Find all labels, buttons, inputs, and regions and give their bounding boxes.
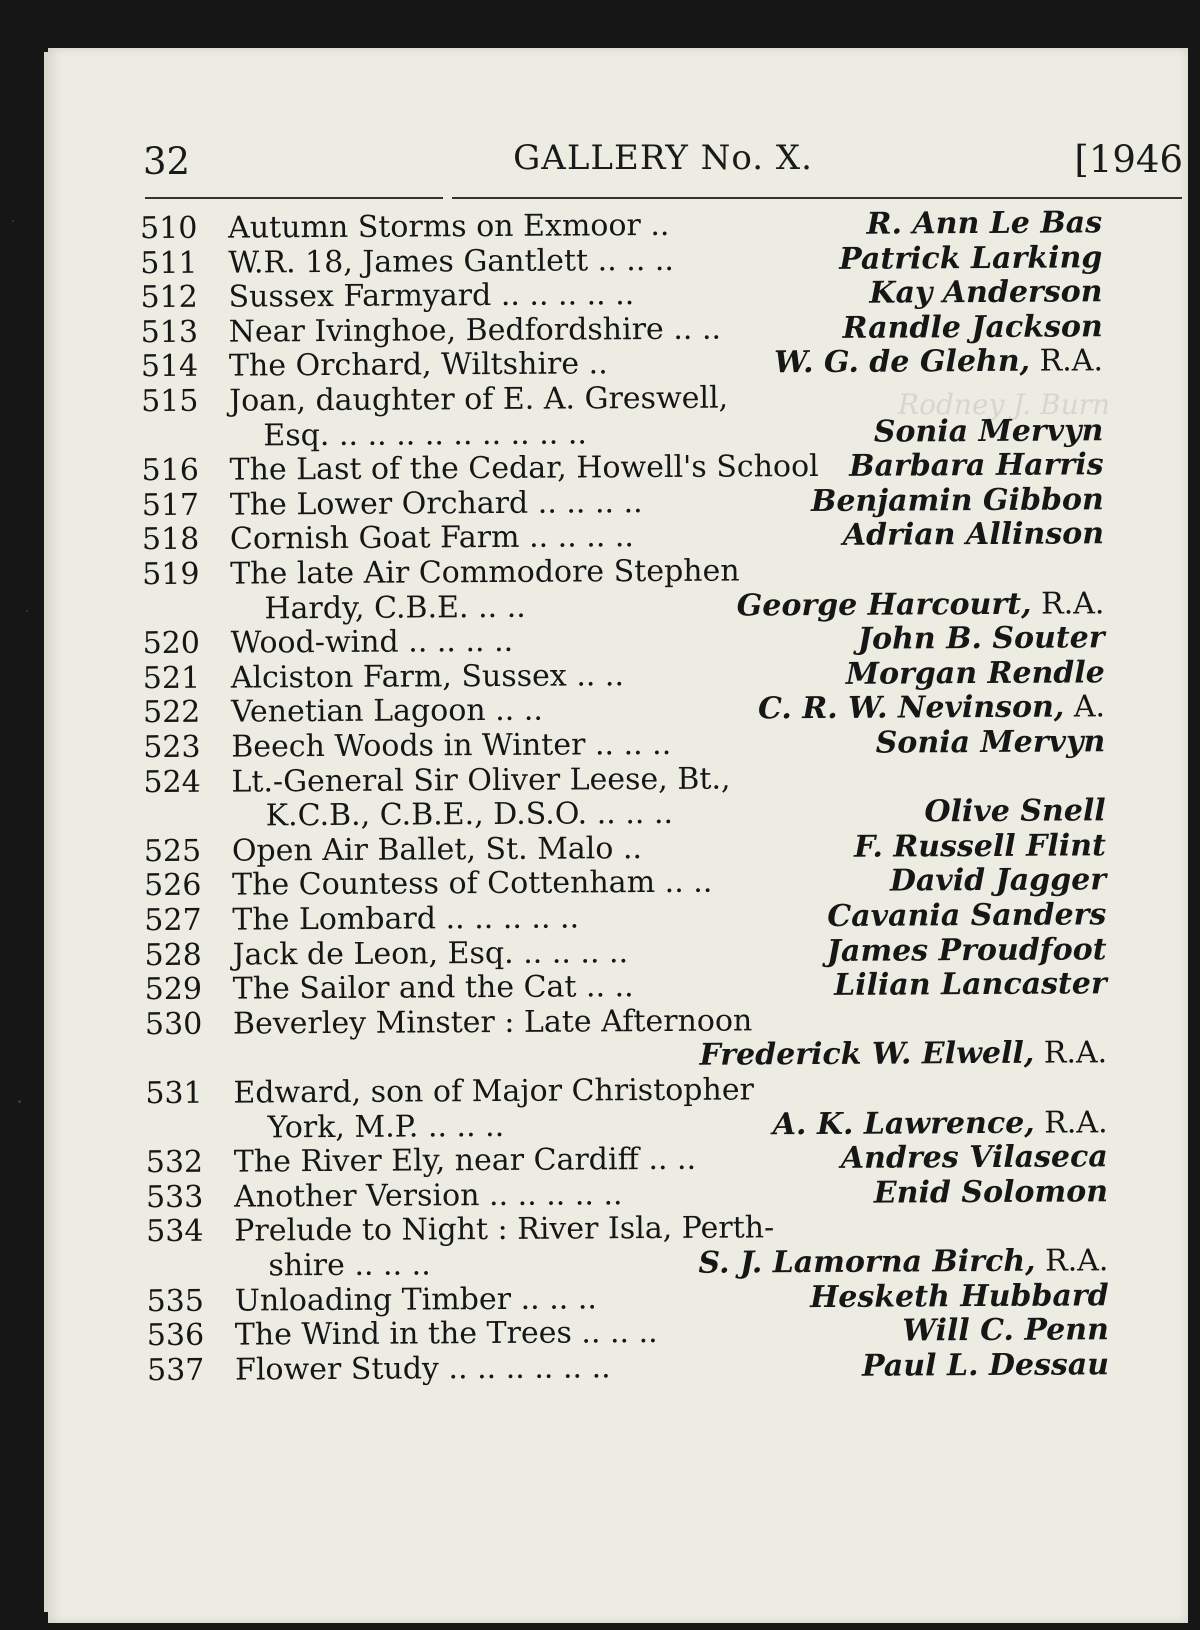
artist-name xyxy=(866,205,1102,242)
entry-title-continuation: York, M.P. .. .. .. xyxy=(267,1108,505,1145)
artist-name-text: Enid Solomon xyxy=(873,1174,1109,1211)
artist-name-text: Paul L. Dessau xyxy=(861,1347,1110,1384)
entry-title: Lt.-General Sir Oliver Leese, Bt., xyxy=(231,761,731,800)
artist-name-text: Kay Anderson xyxy=(869,274,1103,311)
artist-name xyxy=(862,1347,1109,1385)
artist-name xyxy=(849,447,1104,485)
catalogue-number: 518 xyxy=(141,522,200,558)
catalogue-number: 536 xyxy=(146,1317,205,1354)
catalogue-number: 520 xyxy=(142,625,201,662)
artist-name xyxy=(698,1243,1108,1282)
catalogue-number: 513 xyxy=(140,314,199,350)
entry-title: The late Air Commodore Stephen xyxy=(230,553,740,592)
entry-title: Flower Study .. .. .. .. .. .. xyxy=(234,1350,611,1388)
page-header xyxy=(143,132,1183,182)
artist-name xyxy=(876,724,1106,761)
entry-title: The Wind in the Trees .. .. .. xyxy=(234,1315,658,1353)
artist-name-text: Lilian Lancaster xyxy=(833,966,1107,1004)
artist-name-text: George Harcourt, xyxy=(736,586,1032,624)
entry-title: Venetian Lagoon .. .. xyxy=(230,693,543,730)
artist-name xyxy=(699,1036,1107,1074)
entry-title: The Countess of Cottenham .. .. xyxy=(232,865,713,903)
artist-name xyxy=(874,1174,1108,1211)
entry-title: The Lombard .. .. .. .. .. xyxy=(232,900,580,938)
artist-name-text: Barbara Harris xyxy=(849,447,1104,485)
entry-title: Another Version .. .. .. .. .. xyxy=(233,1177,623,1215)
entry-title: The Last of the Cedar, Howell's School xyxy=(229,449,819,488)
artist-name-text: Will C. Penn xyxy=(902,1312,1109,1349)
entry-title-continuation: Hardy, C.B.E. .. .. xyxy=(264,589,526,626)
artist-name-text: W. G. de Glehn, xyxy=(773,344,1031,381)
entry-title: Prelude to Night : River Isla, Perth- xyxy=(234,1210,775,1249)
artist-name-text: Adrian Allinson xyxy=(842,516,1105,554)
entry-title-continuation: K.C.B., C.B.E., D.S.O. .. .. .. xyxy=(265,796,674,834)
artist-name-text: Cavania Sanders xyxy=(827,897,1107,934)
entry-title: The Orchard, Wiltshire .. xyxy=(228,346,608,384)
catalogue-number: 526 xyxy=(144,868,202,904)
artist-name-text: Sonia Mervyn xyxy=(875,724,1106,761)
catalogue-number: 535 xyxy=(146,1283,205,1319)
artist-name xyxy=(842,309,1102,347)
artist-name xyxy=(737,586,1105,624)
artist-name xyxy=(854,828,1106,866)
artist-honours: R.A. xyxy=(1034,1104,1108,1141)
artist-name xyxy=(858,620,1105,658)
catalogue-number: 517 xyxy=(141,487,200,523)
catalogue-number: 524 xyxy=(143,764,201,800)
artist-name-text: John B. Souter xyxy=(857,620,1105,657)
entry-title: Autumn Storms on Exmoor .. xyxy=(227,207,670,246)
artist-name xyxy=(874,413,1104,450)
artist-name-text: Sonia Mervyn xyxy=(873,412,1104,450)
artist-name xyxy=(841,1139,1108,1177)
entry-title: Near Ivinghoe, Bedfordshire .. .. xyxy=(228,311,722,350)
page-number: 32 xyxy=(143,140,191,183)
entry-title: Cornish Goat Farm .. .. .. .. xyxy=(229,519,635,557)
artist-honours: A. xyxy=(1064,689,1106,725)
artist-name-text: R. Ann Le Bas xyxy=(866,205,1103,242)
entry-title: The Sailor and the Cat .. .. xyxy=(232,969,634,1007)
artist-name xyxy=(827,932,1107,970)
artist-name xyxy=(827,897,1106,935)
artist-honours: R.A. xyxy=(1035,1243,1109,1279)
artist-name-text: Olive Snell xyxy=(924,793,1106,830)
entry-title: Alciston Farm, Sussex .. .. xyxy=(230,657,625,696)
catalogue-number: 532 xyxy=(145,1144,204,1181)
catalogue-number: 530 xyxy=(144,1006,203,1042)
catalogue-number: 516 xyxy=(141,452,199,489)
artist-name-text: David Jagger xyxy=(889,862,1107,899)
artist-name-text: Hesketh Hubbard xyxy=(809,1277,1109,1315)
artist-name-text: James Proudfoot xyxy=(826,931,1107,969)
entry-title: The River Ely, near Cardiff .. .. xyxy=(233,1141,697,1180)
catalogue-number: 514 xyxy=(140,349,199,385)
catalogue-number: 537 xyxy=(146,1352,205,1388)
artist-name xyxy=(810,1278,1109,1316)
artist-name xyxy=(890,863,1106,900)
artist-name xyxy=(758,690,1105,728)
artist-honours: R.A. xyxy=(1029,343,1104,380)
catalogue-number: 527 xyxy=(144,902,202,939)
artist-name xyxy=(869,274,1102,311)
entry-title: W.R. 18, James Gantlett .. .. .. xyxy=(228,242,675,281)
catalogue-number: 523 xyxy=(143,729,201,766)
gallery-title: GALLERY No. X. xyxy=(513,138,813,178)
artist-name xyxy=(834,966,1107,1004)
catalogue-number: 531 xyxy=(145,1075,203,1112)
artist-name xyxy=(924,793,1105,830)
entry-title: Joan, daughter of E. A. Greswell, xyxy=(229,380,729,419)
artist-name-text: F. Russell Flint xyxy=(854,828,1106,865)
catalogue-number: 512 xyxy=(140,279,198,316)
entry-title: Beech Woods in Winter .. .. .. xyxy=(231,726,672,765)
catalogue-number: 511 xyxy=(140,245,198,281)
header-rule-right xyxy=(452,197,1182,199)
entry-line xyxy=(7,1347,1147,1390)
artist-honours: R.A. xyxy=(1031,585,1105,622)
entry-title: The Lower Orchard .. .. .. .. xyxy=(229,484,643,523)
catalogue-number: 528 xyxy=(144,937,202,973)
artist-name-text: Andres Vilaseca xyxy=(840,1139,1108,1177)
artist-name-text: Frederick W. Elwell, xyxy=(699,1036,1035,1074)
header-rule-left xyxy=(145,197,443,199)
artist-name-text: Patrick Larking xyxy=(839,239,1103,277)
artist-name xyxy=(774,344,1103,382)
artist-name-text: Morgan Rendle xyxy=(845,655,1105,692)
catalogue-number: 525 xyxy=(143,833,202,869)
catalogue-number: 534 xyxy=(146,1214,204,1250)
catalogue-year: [1946 xyxy=(1074,138,1183,181)
artist-name-text: S. J. Lamorna Birch, xyxy=(698,1243,1036,1281)
artist-name-text: C. R. W. Nevinson, xyxy=(757,689,1065,727)
catalogue-number: 519 xyxy=(142,556,200,593)
artist-name-text: A. K. Lawrence, xyxy=(772,1105,1035,1142)
catalogue-number: 533 xyxy=(145,1179,204,1215)
artist-name xyxy=(843,517,1104,555)
entry-title: Jack de Leon, Esq. .. .. .. .. xyxy=(232,934,629,973)
artist-name-text: Benjamin Gibbon xyxy=(810,482,1104,519)
entry-title: Open Air Ballet, St. Malo .. xyxy=(231,830,643,869)
bleed-through-text: Rodney J. Burn xyxy=(898,388,1111,421)
artist-name-text: Randle Jackson xyxy=(842,309,1103,346)
catalogue-number: 515 xyxy=(141,383,199,420)
catalogue-number: 521 xyxy=(142,660,201,696)
artist-name xyxy=(902,1312,1109,1349)
entry-title-continuation: Esq. .. .. .. .. .. .. .. .. .. xyxy=(263,416,587,453)
artist-honours: R.A. xyxy=(1034,1035,1108,1072)
catalogue-number: 529 xyxy=(144,971,203,1008)
artist-name xyxy=(839,240,1102,278)
catalogue-number: 510 xyxy=(139,210,198,247)
artist-name xyxy=(811,482,1104,520)
entry-title-continuation: shire .. .. .. xyxy=(268,1247,431,1284)
entry-title: Sussex Farmyard .. .. .. .. .. xyxy=(228,277,635,315)
entry-title: Edward, son of Major Christopher xyxy=(233,1072,754,1111)
catalogue-number: 522 xyxy=(142,695,201,731)
artist-name xyxy=(773,1105,1108,1143)
entry-title: Wood-wind .. .. .. .. xyxy=(230,624,514,661)
artist-name xyxy=(846,655,1105,693)
entry-title: Unloading Timber .. .. .. xyxy=(234,1280,597,1319)
entry-title: Beverley Minster : Late Afternoon xyxy=(232,1003,753,1042)
